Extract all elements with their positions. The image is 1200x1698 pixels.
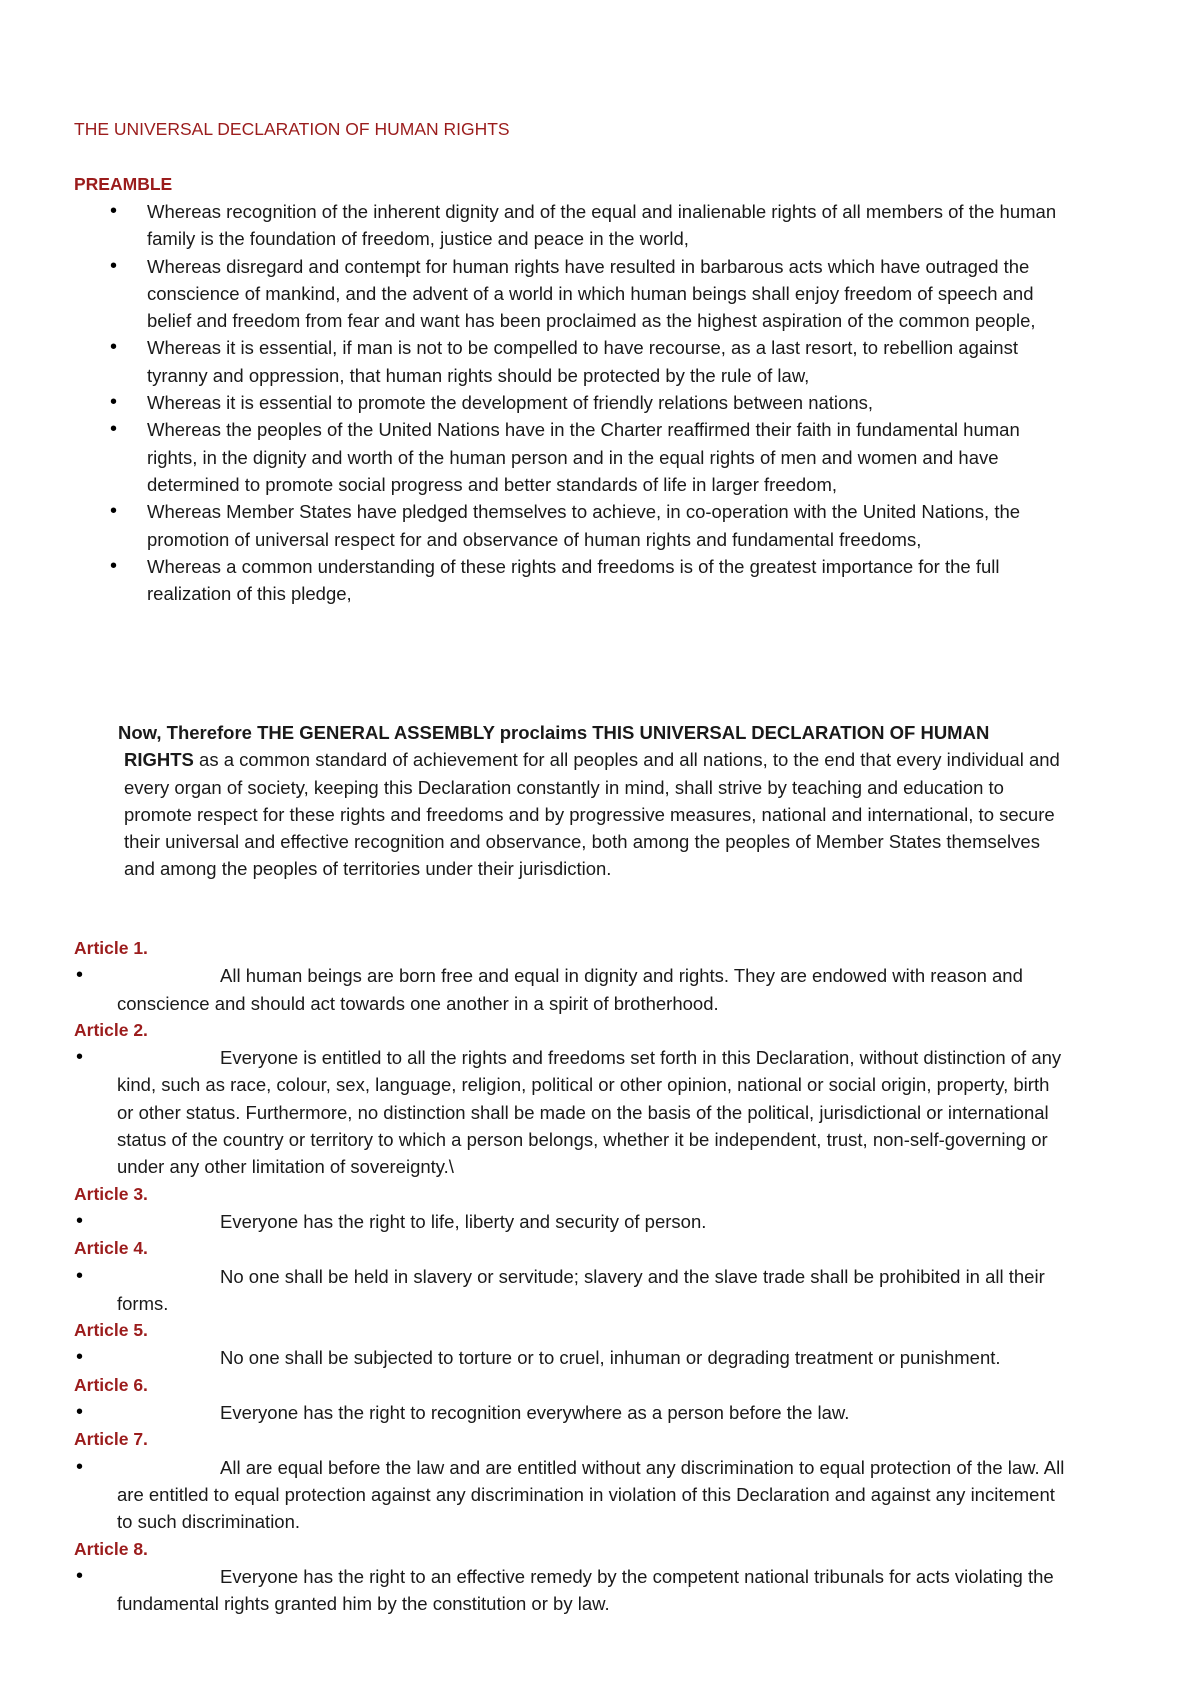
bullet-icon: •: [76, 1046, 84, 1069]
proclamation-text: as a common standard of achievement for all peoples and all nations, to the end that every individual and every organ of society, keeping this Declaration constantly in mind, shall strive by teaching and education to promote respect for these rights and freedoms and by progressive measures, national and international, to secure their universal and effective recognition and observance, both among the peoples of Member States themselves and among the peoples of territories under their jurisdiction.: [124, 749, 1060, 880]
preamble-item: • Whereas recognition of the inherent dignity and of the equal and inalienable rights of all members of the human family is the foundation of freedom, justice and peace in the world,: [0, 198, 1067, 253]
article-text: Everyone is entitled to all the rights and freedoms set forth in this Declaration, without distinction of any kind, such as race, colour, sex, language, religion, political or other opinion, national or social origin, property, birth or other status. Furthermore, no distinction shall be made on the basis of the political, jurisdictional or international status of the country or territory to which a person belongs, whether it be independent, trust, non-self-governing or under any other limitation of sovereignty.\: [117, 1047, 1062, 1178]
bullet-icon: •: [76, 1264, 84, 1287]
article-text: Everyone has the right to life, liberty and security of person.: [220, 1210, 707, 1232]
preamble-item: • Whereas disregard and contempt for human rights have resulted in barbarous acts which have outraged the conscience of mankind, and the advent of a world in which human beings shall enjoy freedom of speech and belief and freedom from fear and want has been proclaimed as the highest aspiration of the common people,: [0, 253, 1067, 335]
preamble-item: • Whereas it is essential, if man is not to be compelled to have recourse, as a last resort, to rebellion against tyranny and oppression, that human rights should be protected by the rule of law,: [0, 334, 1067, 389]
article-heading: Article 2.: [74, 1019, 148, 1040]
bullet-icon: •: [76, 964, 84, 987]
preamble-heading: PREAMBLE: [74, 174, 173, 194]
article-item: [0, 1399, 1067, 1426]
preamble-item: • Whereas a common understanding of these rights and freedoms is of the greatest importance for the full realization of this pledge,: [0, 553, 1067, 608]
article-text: All are equal before the law and are entitled without any discrimination to equal protection of the law. All are entitled to equal protection against any discrimination in violation of this Declaration and against any incitement to such discrimination.: [117, 1456, 1065, 1533]
article-item: [0, 1263, 1067, 1318]
article-item: [0, 1454, 1067, 1536]
article-heading: Article 7.: [74, 1429, 148, 1450]
article-item: [0, 1208, 1067, 1235]
article-text: No one shall be held in slavery or servitude; slavery and the slave trade shall be prohibited in all their forms.: [117, 1265, 1045, 1314]
article-item: [0, 962, 1067, 1017]
article-item: [0, 1344, 1067, 1371]
preamble-item: • Whereas Member States have pledged themselves to achieve, in co-operation with the United Nations, the promotion of universal respect for and observance of human rights and fundamental freedoms,: [0, 498, 1067, 553]
article-item: [0, 1563, 1067, 1618]
bullet-icon: •: [76, 1209, 84, 1232]
article-heading: Article 8.: [74, 1538, 148, 1559]
article-heading: Article 6.: [74, 1374, 148, 1395]
preamble-item: • Whereas it is essential to promote the development of friendly relations between nations,: [0, 389, 1067, 416]
bullet-icon: •: [76, 1455, 84, 1478]
article-text: Everyone has the right to an effective remedy by the competent national tribunals for acts violating the fundamental rights granted him by the constitution or by law.: [117, 1565, 1054, 1615]
preamble-item: • Whereas the peoples of the United Nations have in the Charter reaffirmed their faith in fundamental human rights, in the dignity and worth of the human person and in the equal rights of men and women and have determined to promote social progress and better standards of life in larger freedom,: [0, 416, 1067, 498]
bullet-icon: •: [76, 1346, 84, 1369]
document-title: THE UNIVERSAL DECLARATION OF HUMAN RIGHTS: [74, 119, 510, 139]
article-heading: Article 1.: [74, 938, 148, 958]
preamble-list: [0, 198, 1100, 607]
articles-section: [0, 935, 1100, 1617]
bullet-icon: •: [76, 1564, 84, 1587]
article-text: No one shall be subjected to torture or to cruel, inhuman or degrading treatment or punishment.: [220, 1347, 1001, 1369]
proclamation-bold: Now, Therefore THE GENERAL ASSEMBLY proclaims THIS UNIVERSAL DECLARATION OF HUMAN RIGHTS: [118, 722, 990, 771]
article-heading: Article 5.: [74, 1320, 148, 1341]
article-text: Everyone has the right to recognition everywhere as a person before the law.: [220, 1402, 850, 1424]
article-text: All human beings are born free and equal in dignity and rights. They are endowed with reason and conscience and should act towards one another in a spirit of brotherhood.: [117, 965, 1023, 1014]
article-heading: Article 3.: [74, 1183, 148, 1204]
article-heading: Article 4.: [74, 1238, 148, 1259]
proclamation-paragraph: [118, 719, 1064, 883]
article-item: [0, 1044, 1067, 1180]
bullet-icon: •: [76, 1401, 84, 1424]
